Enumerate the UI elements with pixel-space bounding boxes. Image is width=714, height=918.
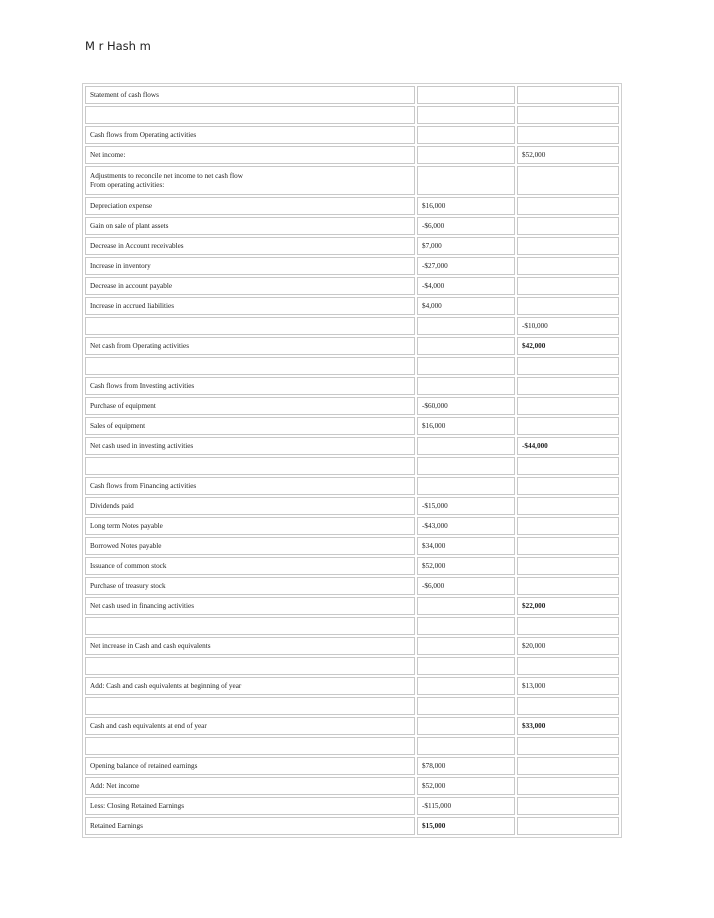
table-row xyxy=(85,317,619,335)
row-total-cell: $20,000 xyxy=(517,637,619,655)
row-total-cell xyxy=(517,737,619,755)
row-amount-cell xyxy=(417,357,515,375)
row-amount-cell: -$4,000 xyxy=(417,277,515,295)
row-total-cell xyxy=(517,797,619,815)
row-label-cell: Adjustments to reconcile net income to net cash flow From operating activities: xyxy=(85,166,415,195)
row-amount-cell: $52,000 xyxy=(417,777,515,795)
row-amount-cell: $4,000 xyxy=(417,297,515,315)
table-row xyxy=(85,617,619,635)
row-total-cell: -$10,000 xyxy=(517,317,619,335)
row-total-cell xyxy=(517,297,619,315)
row-amount-cell xyxy=(417,146,515,164)
row-label-cell: Decrease in account payable xyxy=(85,277,415,295)
row-amount-cell: $34,000 xyxy=(417,537,515,555)
row-total-cell xyxy=(517,106,619,124)
row-label-cell: Gain on sale of plant assets xyxy=(85,217,415,235)
row-amount-cell xyxy=(417,477,515,495)
table-row xyxy=(85,577,619,595)
row-amount-cell: -$43,000 xyxy=(417,517,515,535)
row-total-cell: $22,000 xyxy=(517,597,619,615)
row-amount-cell: $52,000 xyxy=(417,557,515,575)
row-label-cell: Purchase of treasury stock xyxy=(85,577,415,595)
row-label-cell: Less: Closing Retained Earnings xyxy=(85,797,415,815)
row-label-cell: Net cash used in investing activities xyxy=(85,437,415,455)
row-label-cell: Purchase of equipment xyxy=(85,397,415,415)
row-label-cell xyxy=(85,457,415,475)
row-label-cell xyxy=(85,317,415,335)
row-label-cell: Net income: xyxy=(85,146,415,164)
row-total-cell xyxy=(517,126,619,144)
table-row xyxy=(85,86,619,104)
table-row xyxy=(85,197,619,215)
row-total-cell xyxy=(517,237,619,255)
table-row xyxy=(85,377,619,395)
row-label-cell: Increase in accrued liabilities xyxy=(85,297,415,315)
row-label-cell: Net cash from Operating activities xyxy=(85,337,415,355)
row-amount-cell xyxy=(417,697,515,715)
row-total-cell: -$44,000 xyxy=(517,437,619,455)
row-amount-cell: -$27,000 xyxy=(417,257,515,275)
row-label-cell: Long term Notes payable xyxy=(85,517,415,535)
row-label-cell: Add: Net income xyxy=(85,777,415,795)
table-row xyxy=(85,777,619,795)
row-label-cell: Cash and cash equivalents at end of year xyxy=(85,717,415,735)
row-amount-cell: -$60,000 xyxy=(417,397,515,415)
row-total-cell xyxy=(517,757,619,775)
row-total-cell xyxy=(517,657,619,675)
row-label-cell xyxy=(85,357,415,375)
row-label-cell: Cash flows from Investing activities xyxy=(85,377,415,395)
row-total-cell xyxy=(517,217,619,235)
row-label-cell xyxy=(85,697,415,715)
cash-flow-statement-table xyxy=(82,83,622,838)
table-row xyxy=(85,737,619,755)
table-row xyxy=(85,637,619,655)
table-row xyxy=(85,257,619,275)
table-row xyxy=(85,557,619,575)
row-label-cell: Decrease in Account receivables xyxy=(85,237,415,255)
table-row xyxy=(85,517,619,535)
table-row xyxy=(85,166,619,195)
table-row xyxy=(85,217,619,235)
row-total-cell xyxy=(517,257,619,275)
row-amount-cell: $78,000 xyxy=(417,757,515,775)
row-total-cell xyxy=(517,557,619,575)
row-total-cell xyxy=(517,277,619,295)
row-amount-cell: -$115,000 xyxy=(417,797,515,815)
table-row xyxy=(85,437,619,455)
row-total-cell xyxy=(517,86,619,104)
row-label-cell: Net increase in Cash and cash equivalents xyxy=(85,637,415,655)
row-amount-cell xyxy=(417,337,515,355)
table-row xyxy=(85,597,619,615)
table-row xyxy=(85,817,619,835)
row-amount-cell xyxy=(417,597,515,615)
row-label-cell xyxy=(85,657,415,675)
table-row xyxy=(85,297,619,315)
row-total-cell xyxy=(517,457,619,475)
row-label-cell xyxy=(85,106,415,124)
row-amount-cell xyxy=(417,106,515,124)
row-total-cell: $52,000 xyxy=(517,146,619,164)
row-amount-cell xyxy=(417,457,515,475)
row-label-cell: Cash flows from Financing activities xyxy=(85,477,415,495)
row-amount-cell xyxy=(417,166,515,195)
table-row xyxy=(85,757,619,775)
row-amount-cell xyxy=(417,637,515,655)
table-row xyxy=(85,497,619,515)
table-row xyxy=(85,397,619,415)
row-total-cell xyxy=(517,517,619,535)
table-row xyxy=(85,717,619,735)
row-total-cell xyxy=(517,397,619,415)
row-amount-cell xyxy=(417,657,515,675)
row-amount-cell: -$15,000 xyxy=(417,497,515,515)
table-row xyxy=(85,237,619,255)
row-amount-cell xyxy=(417,317,515,335)
cash-flow-table-body xyxy=(85,86,619,835)
row-amount-cell: $16,000 xyxy=(417,197,515,215)
table-row xyxy=(85,106,619,124)
row-amount-cell xyxy=(417,86,515,104)
table-row xyxy=(85,277,619,295)
row-amount-cell xyxy=(417,126,515,144)
row-amount-cell xyxy=(417,377,515,395)
document-header-author: M r Hash m xyxy=(85,39,151,53)
row-label-cell: Issuance of common stock xyxy=(85,557,415,575)
row-total-cell xyxy=(517,497,619,515)
table-row xyxy=(85,797,619,815)
row-label-cell: Borrowed Notes payable xyxy=(85,537,415,555)
row-total-cell xyxy=(517,697,619,715)
table-row xyxy=(85,677,619,695)
row-total-cell xyxy=(517,166,619,195)
row-total-cell xyxy=(517,417,619,435)
table-row xyxy=(85,126,619,144)
row-label-cell: Depreciation expense xyxy=(85,197,415,215)
row-total-cell xyxy=(517,197,619,215)
row-amount-cell: -$6,000 xyxy=(417,217,515,235)
row-total-cell xyxy=(517,817,619,835)
table-row xyxy=(85,697,619,715)
row-label-cell: Retained Earnings xyxy=(85,817,415,835)
row-label-cell: Cash flows from Operating activities xyxy=(85,126,415,144)
row-label-cell xyxy=(85,617,415,635)
row-label-cell xyxy=(85,737,415,755)
row-label-cell: Dividends paid xyxy=(85,497,415,515)
row-label-cell: Add: Cash and cash equivalents at beginning of year xyxy=(85,677,415,695)
row-label-cell: Statement of cash flows xyxy=(85,86,415,104)
table-row xyxy=(85,417,619,435)
table-row xyxy=(85,537,619,555)
row-amount-cell: $7,000 xyxy=(417,237,515,255)
table-row xyxy=(85,357,619,375)
table-row xyxy=(85,477,619,495)
row-amount-cell: $15,000 xyxy=(417,817,515,835)
row-amount-cell: $16,000 xyxy=(417,417,515,435)
row-total-cell xyxy=(517,617,619,635)
table-row xyxy=(85,457,619,475)
row-total-cell: $33,000 xyxy=(517,717,619,735)
row-label-cell: Sales of equipment xyxy=(85,417,415,435)
row-amount-cell xyxy=(417,617,515,635)
row-total-cell xyxy=(517,357,619,375)
row-total-cell xyxy=(517,577,619,595)
row-total-cell: $42,000 xyxy=(517,337,619,355)
row-label-cell: Increase in inventory xyxy=(85,257,415,275)
table-row xyxy=(85,337,619,355)
table-row xyxy=(85,657,619,675)
row-amount-cell xyxy=(417,437,515,455)
row-label-cell: Opening balance of retained earnings xyxy=(85,757,415,775)
row-amount-cell xyxy=(417,737,515,755)
row-total-cell xyxy=(517,777,619,795)
row-amount-cell xyxy=(417,677,515,695)
row-label-cell: Net cash used in financing activities xyxy=(85,597,415,615)
row-total-cell: $13,000 xyxy=(517,677,619,695)
row-amount-cell: -$6,000 xyxy=(417,577,515,595)
table-row xyxy=(85,146,619,164)
row-amount-cell xyxy=(417,717,515,735)
row-total-cell xyxy=(517,477,619,495)
row-total-cell xyxy=(517,377,619,395)
row-total-cell xyxy=(517,537,619,555)
